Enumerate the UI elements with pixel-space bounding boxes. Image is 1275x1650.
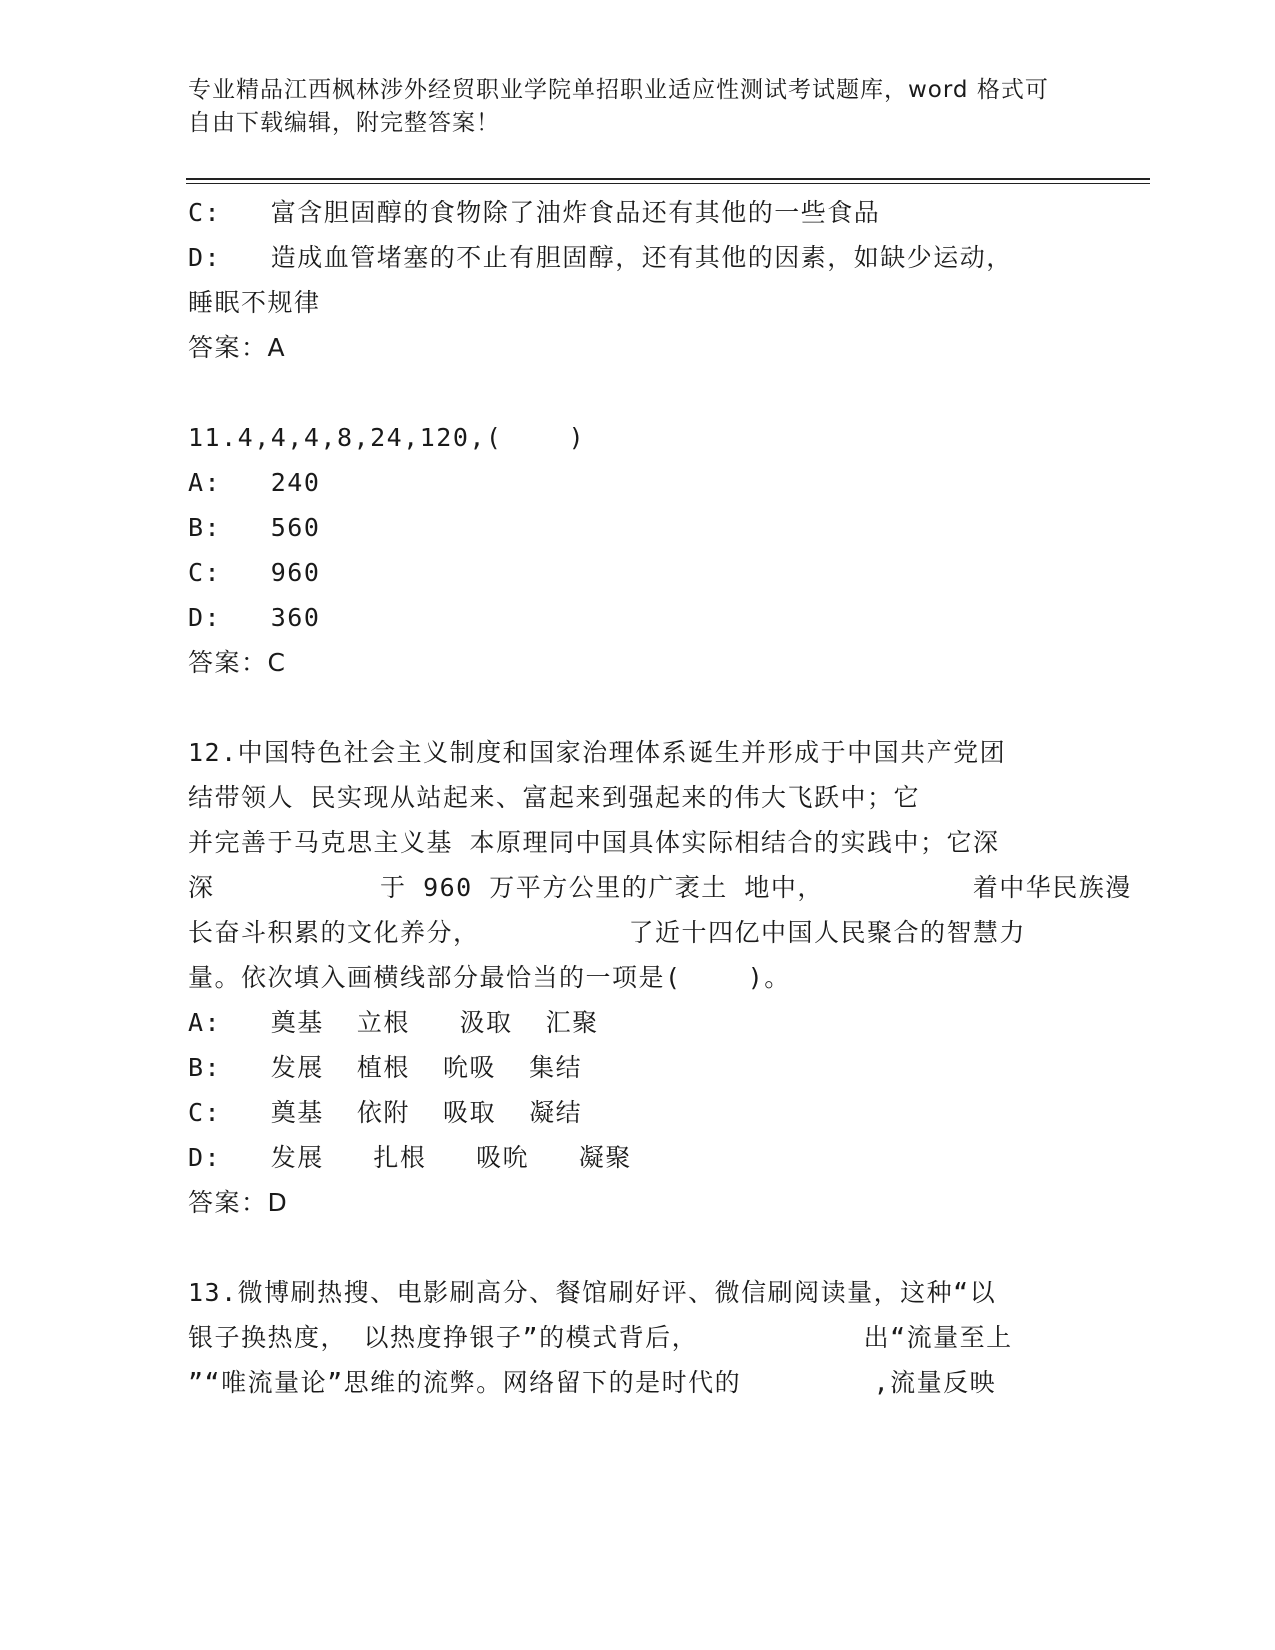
header-line-2: 自由下载编辑，附完整答案！: [188, 110, 500, 136]
spacer: [188, 685, 1068, 730]
question-stem-line-2: 结带领人 民实现从站起来、富起来到强起来的伟大飞跃中；它: [188, 783, 921, 812]
question-stem-line-4: 深 于 960 万平方公里的广袤土 地中， 着中华民族漫: [188, 873, 1132, 902]
question-11: [188, 415, 1068, 685]
option-d: D: 360: [188, 603, 321, 632]
option-d: D: 造成血管堵塞的不止有胆固醇，还有其他的因素，如缺少运动，: [188, 243, 1013, 272]
question-13: [188, 1270, 1068, 1405]
question-12: [188, 730, 1132, 1225]
question-stem-line-3: ”“唯流量论”思维的流弊。网络留下的是时代的 ,流量反映: [188, 1368, 997, 1397]
answer: 答案：A: [188, 333, 287, 362]
answer: 答案：D: [188, 1188, 289, 1217]
question-content: [188, 190, 1132, 1405]
question-stem: 11.4,4,4,8,24,120,( ): [188, 423, 586, 452]
question-stem-line-1: 13.微博刷热搜、电影刷高分、餐馆刷好评、微信刷阅读量，这种“以: [188, 1278, 997, 1307]
spacer: [188, 370, 1068, 415]
question-stem-line-6: 量。依次填入画横线部分最恰当的一项是( )。: [188, 963, 791, 992]
header-divider-thin: [186, 183, 1150, 184]
option-c: C: 960: [188, 558, 321, 587]
spacer: [188, 1225, 1068, 1270]
answer: 答案：C: [188, 648, 287, 677]
document-header: [188, 74, 1068, 140]
question-stem-line-3: 并完善于马克思主义基 本原理同中国具体实际相结合的实践中；它深: [188, 828, 1000, 857]
header-line-1: 专业精品江西枫林涉外经贸职业学院单招职业适应性测试考试题库，word 格式可: [188, 77, 1049, 103]
question-10-tail: [188, 190, 1068, 370]
option-a: A: 240: [188, 468, 321, 497]
option-d-continued: 睡眠不规律: [188, 288, 321, 317]
option-c: C: 奠基 依附 吸取 凝结: [188, 1098, 583, 1127]
header-divider: [186, 178, 1150, 180]
question-stem-line-1: 12.中国特色社会主义制度和国家治理体系诞生并形成于中国共产党团: [188, 738, 1007, 767]
option-b: B: 发展 植根 吮吸 集结: [188, 1053, 583, 1082]
option-d: D: 发展 扎根 吸吮 凝聚: [188, 1143, 632, 1172]
option-b: B: 560: [188, 513, 321, 542]
question-stem-line-2: 银子换热度， 以热度挣银子”的模式背后， 出“流量至上: [188, 1323, 1013, 1352]
question-stem-line-5: 长奋斗积累的文化养分， 了近十四亿中国人民聚合的智慧力: [188, 918, 1026, 947]
option-c: C: 富含胆固醇的食物除了油炸食品还有其他的一些食品: [188, 198, 881, 227]
option-a: A: 奠基 立根 汲取 汇聚: [188, 1008, 599, 1037]
